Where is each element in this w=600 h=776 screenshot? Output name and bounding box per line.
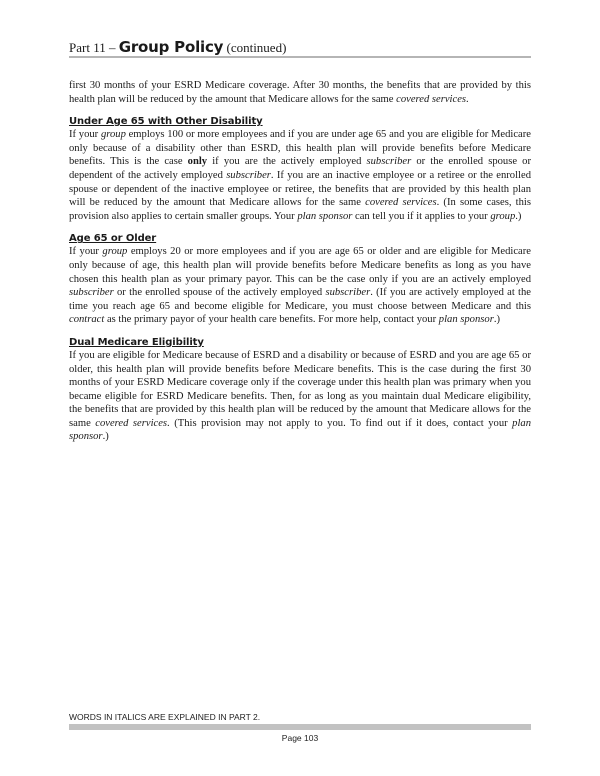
section-paragraph-65-or-older: If your group employs 20 or more employees and if you are age 65 or older and are eligible for Medicare only because of age, this health plan will provide benefits before Medicare benefits as long as you have chosen this health plan as your primary payor. This can be the case only if you are an actively employed subscriber or the enrolled spouse of the actively employed subscriber. (If you are actively employed at the time you reach age 65 and become eligible for Medicare, you must choose between Medicare and this contract as the primary payor of your health care benefits. For more help, contact your plan sponsor.) [69,246,531,326]
document-body [69,79,531,444]
section-paragraph-dual-eligibility: If you are eligible for Medicare because of ESRD and a disability or because of ESRD and you are age 65 or older, this health plan will provide benefits before Medicare benefits. This is the case during the first 30 months of your ESRD Medicare coverage only if the coverage under this health plan was primary when you became eligible for ESRD Medicare benefits. Then, for as long as you maintain dual Medicare eligibility, the benefits that are provided by this health plan will be reduced by the amount that Medicare allows for the same covered services. (This provision may not apply to you. To find out if it does, contact your plan sponsor.) [69,349,531,443]
defined-term: plan sponsor [69,417,531,443]
section-heading-under-65: Under Age 65 with Other Disability [69,116,263,128]
header-rule [69,56,531,58]
defined-term: contract [69,314,105,326]
defined-term: covered services [396,93,467,105]
defined-term: subscriber [366,156,412,168]
defined-term: plan sponsor [297,210,353,222]
page-title: Group Policy [118,38,224,56]
defined-term: plan sponsor [438,314,494,326]
defined-term: group [490,210,516,222]
footer-bar [69,724,531,730]
section-heading-65-or-older: Age 65 or Older [69,233,157,245]
page-header [69,38,531,56]
defined-term: covered services [365,197,437,209]
defined-term: subscriber [325,287,371,299]
page-number: Page 103 [281,733,319,743]
defined-term: covered services [95,417,168,429]
continued-label: (continued) [223,40,287,55]
intro-paragraph: first 30 months of your ESRD Medicare coverage. After 30 months, the benefits that are provided by this health plan will be reduced by the amount that Medicare allows for the same covered services. [69,80,531,105]
defined-term: group [100,129,126,141]
section-heading-dual-eligibility: Dual Medicare Eligibility [69,336,204,348]
part-label: Part 11 – [69,40,119,55]
defined-term: subscriber [226,169,271,181]
defined-term: group [102,246,128,258]
section-paragraph-under-65: If your group employs 100 or more employees and if you are under age 65 and you are eligible for Medicare only because of a disability other than ESRD, this health plan will provide benefits before Medicare benefits. This is the case only if you are the actively employed subscriber or the enrolled spouse or dependent of the actively employed subscriber. If you are an inactive employee or a retiree or the enrolled spouse or dependent of the inactive employee or retiree, the benefits that are provided by this health plan will be reduced by the amount that Medicare allows for the same covered services. (In some cases, this provision also applies to certain smaller groups. Your plan sponsor can tell you if it applies to your group.) [69,129,531,222]
emphasis: only [187,156,208,168]
footer-note: WORDS IN ITALICS ARE EXPLAINED IN PART 2. [69,712,261,722]
defined-term: subscriber [69,287,114,299]
